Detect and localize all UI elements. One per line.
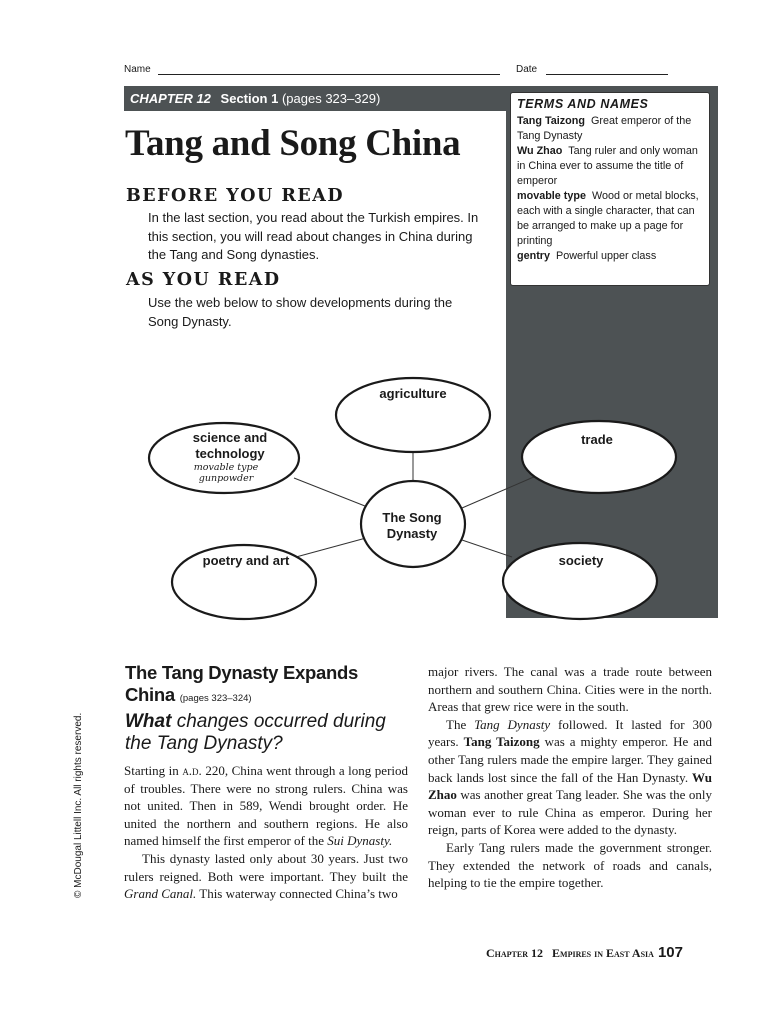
society-label: society xyxy=(558,553,604,568)
body-text: The xyxy=(446,716,475,732)
date-label: Date xyxy=(516,64,538,75)
footer-title: Empires in East Asia xyxy=(552,946,654,960)
term-name: Wu Zhao xyxy=(517,145,563,157)
trade-label: trade xyxy=(581,432,613,447)
body-paragraph xyxy=(124,850,408,902)
poetry-label: poetry and art xyxy=(202,553,290,568)
section-label: Section 1 xyxy=(220,91,279,106)
body-column-right xyxy=(428,663,712,892)
agriculture-label: agriculture xyxy=(379,386,447,401)
connector-trade xyxy=(462,476,536,508)
before-you-read-text: In the last section, you read about the Turkish empires. In this section, you will read about changes in China during the Tang and Song dynasties. xyxy=(148,210,479,262)
term-sui-dynasty: Sui Dynasty. xyxy=(327,833,393,849)
body-text: was another great Tang leader. She was the only woman ever to rule China as emperor. During her reign, parts of Korea were added to the dynasty. xyxy=(428,787,712,838)
copyright-notice: © McDougal Littell Inc. All rights reserved. xyxy=(73,712,84,898)
footer-chapter: Chapter 12 xyxy=(486,946,544,960)
center-label-line: Dynasty xyxy=(386,526,438,541)
focus-question-bold: What xyxy=(125,711,172,732)
term-definition: Great emperor of the Tang Dynasty xyxy=(517,115,692,142)
body-paragraph: major rivers. The canal was a trade route between northern and southern China. Cities were in the north. Areas that grew rice were in the south. xyxy=(428,664,712,715)
science-label xyxy=(170,430,290,484)
body-paragraph xyxy=(124,762,408,850)
before-you-read-heading: BEFORE YOU READ xyxy=(126,186,344,206)
term-tang-dynasty: Tang Dynasty xyxy=(474,716,551,732)
section-pages: (pages 323–329) xyxy=(281,91,381,106)
term-definition: Powerful upper class xyxy=(556,250,657,262)
page-number: 107 xyxy=(657,944,683,961)
body-text: was a mighty emperor. He and other Tang rulers made the empire larger. They gained back lands lost since the fall of the Han Dynasty. xyxy=(428,734,713,785)
terms-heading: TERMS AND NAMES xyxy=(517,97,649,111)
connector-science xyxy=(294,478,370,508)
section-heading-line2: China xyxy=(125,684,175,705)
page-title: Tang and Song China xyxy=(125,123,461,164)
term-grand-canal: Grand Canal. xyxy=(124,886,197,902)
body-text: This dynasty lasted only about 30 years. Just two rulers reigned. Both were important. They built the xyxy=(124,850,408,884)
connector-society xyxy=(462,540,512,557)
focus-question xyxy=(125,711,405,755)
handwritten-note: movable type xyxy=(193,462,259,473)
handwritten-note: gunpowder xyxy=(198,473,254,484)
chapter-label: CHAPTER 12 xyxy=(130,91,211,106)
body-paragraph xyxy=(428,716,712,839)
science-label-line: science and xyxy=(192,430,268,445)
body-text: This waterway connected China’s two xyxy=(196,886,398,902)
section-heading xyxy=(125,662,395,710)
term-definition: Wood or metal blocks, each with a single character, that can be arranged to make up a page for printing xyxy=(517,190,699,247)
body-text: followed. It lasted for 300 years. xyxy=(428,716,712,750)
term-name: Tang Taizong xyxy=(517,115,585,127)
term-name: movable type xyxy=(517,190,587,202)
section-heading-line1: The Tang Dynasty Expands xyxy=(125,662,359,683)
as-you-read-heading: AS YOU READ xyxy=(126,270,281,290)
science-label-line: technology xyxy=(195,446,265,461)
term-tang-taizong: Tang Taizong xyxy=(463,734,540,750)
name-label: Name xyxy=(124,64,151,75)
as-you-read-text: Use the web below to show developments during the Song Dynasty. xyxy=(148,295,453,329)
page-footer xyxy=(486,944,683,961)
body-paragraph: Early Tang rulers made the government stronger. They extended the network of roads and canals, helping to tie the empire together. xyxy=(428,839,712,891)
term-definition: Tang ruler and only woman in China ever to assume the title of emperor xyxy=(517,145,698,187)
body-text: 220, China went through a long period of troubles. There were no strong rulers. China was not united. Then in 589, Wendi brought order. He united the northern and southern regions. He also named himself the first emperor of the xyxy=(124,763,409,849)
body-text: Starting in xyxy=(124,763,183,778)
term-wu-zhao: Wu Zhao xyxy=(428,769,712,803)
section-heading-pages: (pages 323–324) xyxy=(179,693,252,704)
center-label xyxy=(362,510,462,542)
center-label-line: The Song xyxy=(382,510,442,525)
focus-question-rest: changes occurred during the Tang Dynasty? xyxy=(125,711,386,754)
body-column-left xyxy=(124,762,408,902)
era-abbreviation: a.d. xyxy=(182,763,202,778)
term-name: gentry xyxy=(517,250,550,262)
